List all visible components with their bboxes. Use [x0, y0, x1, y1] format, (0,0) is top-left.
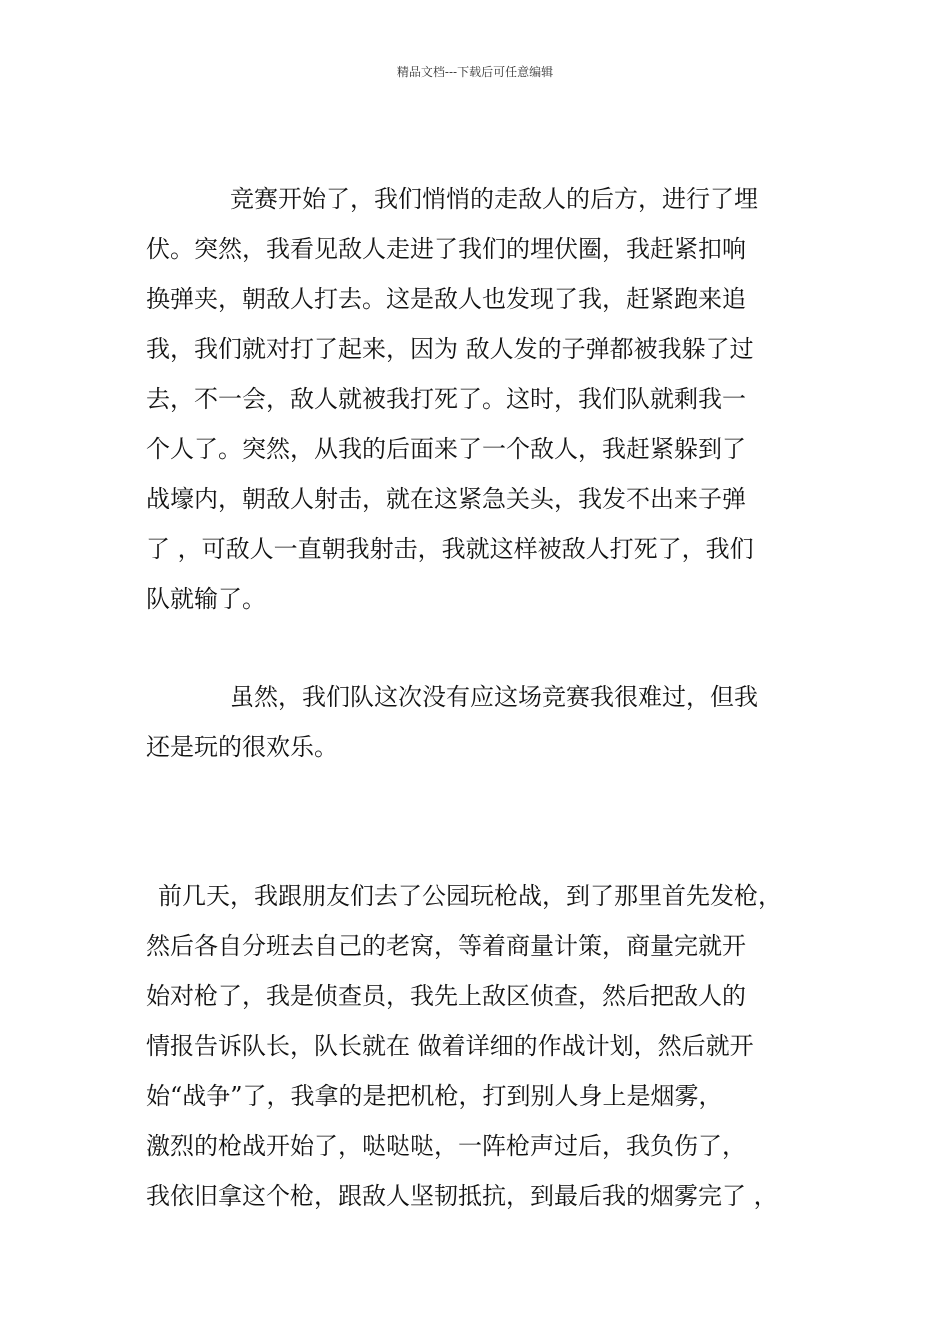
paragraph-line: 始“战争”了，我拿的是把机枪，打到别人身上是烟雾， [146, 1082, 723, 1110]
page-header: 精品文档---下载后可任意编辑 [396, 65, 554, 79]
paragraph-line: 战壕内，朝敌人射击，就在这紧急关头，我发不出来子弹 [146, 485, 746, 513]
paragraph-line: 伏。突然，我看见敌人走进了我们的埋伏圈，我赶紧扣响 [146, 235, 746, 263]
paragraph-line: 始对枪了，我是侦查员，我先上敌区侦查，然后把敌人的 [146, 982, 746, 1010]
paragraph-line: 队就输了。 [146, 585, 266, 613]
paragraph-line: 我依旧拿这个枪，跟敌人坚韧抵抗，到最后我的烟雾完了 ， [146, 1182, 778, 1210]
paragraph-line: 个人了。突然，从我的后面来了一个敌人，我赶紧躲到了 [146, 435, 746, 463]
paragraph-1 [146, 174, 826, 624]
paragraph-line: 前几天，我跟朋友们去了公园玩枪战，到了那里首先发枪， [158, 882, 782, 910]
paragraph-line: 我，我们就对打了起来，因为 敌人发的子弹都被我躲了过 [146, 335, 754, 363]
paragraph-line: 还是玩的很欢乐。 [146, 733, 338, 761]
paragraph-line: 虽然，我们队这次没有应这场竞赛我很难过，但我 [230, 683, 758, 711]
paragraph-line: 然后各自分班去自己的老窝，等着商量计策，商量完就开 [146, 932, 746, 960]
paragraph-line: 激烈的枪战开始了，哒哒哒，一阵枪声过后，我负伤了， [146, 1132, 746, 1160]
paragraph-line: 去，不一会，敌人就被我打死了。这时，我们队就剩我一 [146, 385, 746, 413]
paragraph-3 [146, 871, 826, 1221]
paragraph-line: 情报告诉队长，队长就在 做着详细的作战计划，然后就开 [146, 1032, 754, 1060]
paragraph-line: 了 ，可敌人一直朝我射击，我就这样被敌人打死了，我们 [146, 535, 754, 563]
paragraph-2 [146, 672, 826, 772]
paragraph-line: 换弹夹，朝敌人打去。这是敌人也发现了我，赶紧跑来追 [146, 285, 746, 313]
paragraph-line: 竞赛开始了，我们悄悄的走敌人的后方，进行了埋 [230, 185, 758, 213]
